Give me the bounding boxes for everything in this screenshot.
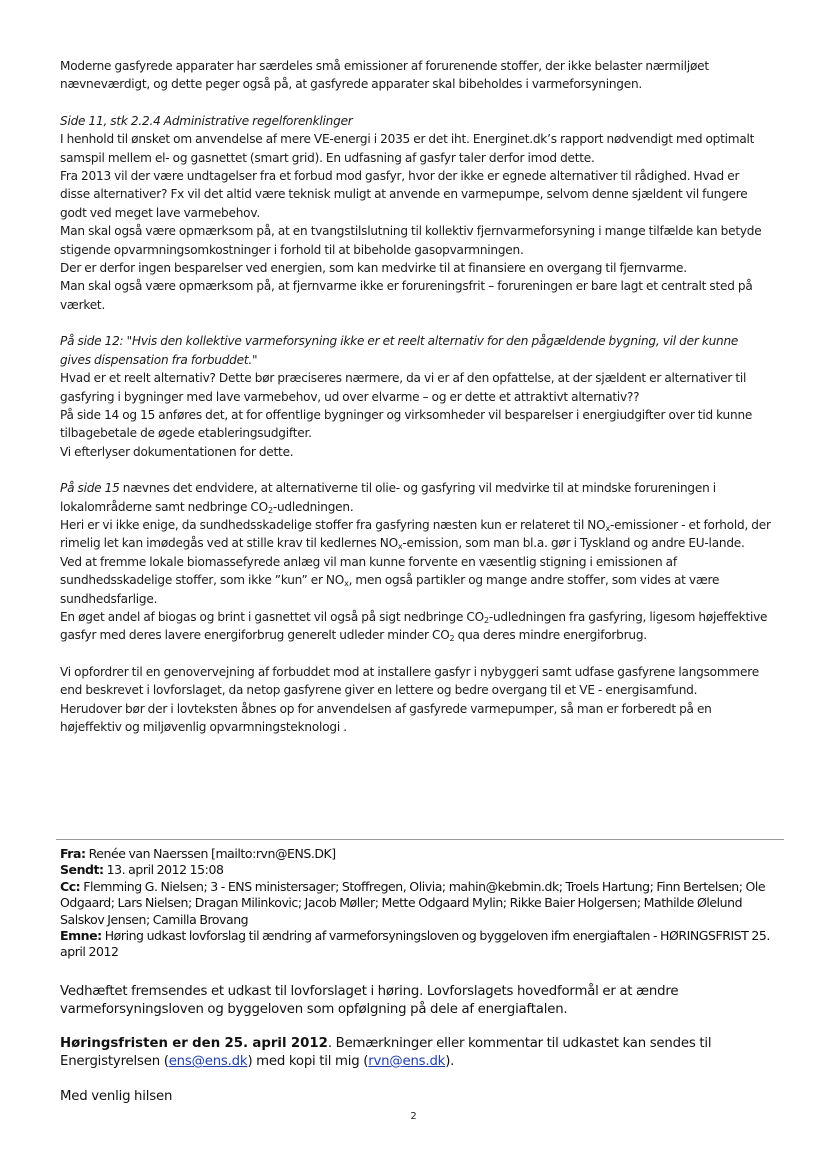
paragraph: I henhold til ønsket om anvendelse af mere VE-energi i 2035 er det iht. Energinet.dk’s rapport nødvendigt med optimalt samspil mellem el- og gasnettet (smart grid). En udfasning af gasfyr taler derfor imod dette. [60, 132, 755, 165]
email-body [60, 983, 775, 1106]
deadline-text: Høringsfristen er den 25. april 2012 [60, 1036, 328, 1051]
paragraph: Vi efterlyser dokumentationen for dette. [60, 444, 294, 459]
section-lead: På side 15 [60, 481, 120, 496]
paragraph: En øget andel af biogas og brint i gasnettet vil også på sigt nedbringe $CO_2$-udledningen fra gasfyring, ligesom højeffektive gasfyr med deres lavere energiforbrug generelt udleder minder $CO_2$ qua deres mindre energiforbrug. [60, 609, 768, 644]
email-separator [56, 839, 784, 840]
email-from: Fra: Renée van Naerssen [mailto:rvn@ENS.DK] [60, 846, 336, 861]
intro-paragraph: Moderne gasfyrede apparater har særdeles små emissioner af forurenende stoffer, der ikke belaster nærmiljøet nævneværdigt, og dette peger også på, at gasfyrede apparater skal bibeholdes i varmeforsyningen. [60, 59, 709, 92]
email-sent: Sendt: 13. april 2012 15:08 [60, 862, 224, 878]
email-body-paragraph: Vedhæftet fremsendes et udkast til lovforslaget i høring. Lovforslagets hovedformål er at ændre varmeforsyningsloven og byggeloven som opfølgning på dele af energiaftalen. [60, 984, 679, 1017]
paragraph: Man skal også være opmærksom på, at en tvangstilslutning til kollektiv fjernvarmeforsyning i mange tilfælde kan betyde stigende opvarmningsomkostninger i forhold til at bibeholde gasopvarmningen. [60, 224, 762, 257]
paragraph: Hvad er et reelt alternativ? Dette bør præciseres nærmere, da vi er af den opfattelse, at der sjældent er alternativer til gasfyring i bygninger med lave varmebehov, ud over elvarme – og er dette et attraktivt alternativ?? [60, 371, 747, 404]
email-deadline-paragraph: Høringsfristen er den 25. april 2012. Bemærkninger eller kommentar til udkastet kan sendes til Energistyrelsen (ens@ens.dk) med kopi til mig (rvn@ens.dk). [60, 1036, 712, 1069]
ens-email-link[interactable]: ens@ens.dk [168, 1054, 248, 1069]
rvn-email-link[interactable]: rvn@ens.dk [368, 1054, 446, 1069]
paragraph: Ved at fremme lokale biomassefyrede anlæg vil man kunne forvente en væsentlig stigning i emissionen af sundhedsskadelige stoffer, som ikke ”kun” er $NO_x$, men også partikler og mange andre stoffer, som vides at være sundhedsfarlige. [60, 554, 720, 606]
email-cc: Cc: Flemming G. Nielsen; 3 - ENS ministersager; Stoffregen, Olivia; mahin@kebmin.dk; Troels Hartung; Finn Bertelsen; Ole Odgaard; Lars Nielsen; Dragan Milinkovic; Jacob Møller; Mette Odgaard Mylin; Rikke Baier Holgersen; Mathilde Ølelund Salskov Jensen; Camilla Brovang [60, 878, 766, 927]
paragraph: Vi opfordrer til en genovervejning af forbuddet mod at installere gasfyr i nybyggeri samt udfase gasfyrene langsommere end beskrevet i lovforslaget, da netop gasfyrene giver en lettere og bedre overgang til et VE - energisamfund. [60, 664, 759, 698]
email-closing: Med venlig hilsen [60, 1089, 173, 1104]
section-dispensation [60, 332, 772, 461]
page-number: 2 [410, 1111, 417, 1122]
paragraph: Herudover bør der i lovteksten åbnes op for anvendelsen af gasfyrede varmepumper, så man er forberedt på en højeffektiv og miljøvenlig opvarmningsteknologi . [60, 701, 712, 734]
section-heading: På side 12: "Hvis den kollektive varmeforsyning ikke er et reelt alternativ for den pågældende bygning, vil der kunne gives dispensation fra forbuddet." [60, 334, 739, 367]
section-emissions [60, 479, 772, 645]
paragraph: Fra 2013 vil der være undtagelser fra et forbud mod gasfyr, hvor der ikke er egnede alternativer til rådighed. Hvad er disse alternativer? Fx vil det altid være teknisk muligt at anvende en varmepumpe, selvom denne sjældent vil fungere godt ved meget lave varmebehov. [60, 169, 748, 220]
paragraph: På side 15 nævnes det endvidere, at alternativerne til olie- og gasfyring vil medvirke til at mindske forureningen i lokalområderne samt nedbringe $CO_2$-udledningen. [60, 481, 716, 515]
section-recommendation [60, 663, 772, 737]
paragraph: Heri er vi ikke enige, da sundhedsskadelige stoffer fra gasfyring næsten kun er relateret til $NO_x$-emissioner - et forhold, der rimelig let kan imødegås ved at stille krav til kedlernes $NO_x$-emission, som man bl.a. gør i Tyskland og andre EU-lande. [60, 517, 771, 552]
section-heading: Side 11, stk 2.2.4 Administrative regelforenklinger [60, 113, 353, 128]
letter-body [60, 57, 772, 736]
paragraph: Man skal også være opmærksom på, at fjernvarme ikke er forureningsfrit – forureningen er bare lagt et centralt sted på værket. [60, 279, 753, 312]
email-header [60, 846, 775, 961]
section-administrative [60, 112, 772, 314]
email-subject: Emne: Høring udkast lovforslag til ændring af varmeforsyningsloven og byggeloven ifm energiaftalen - HØRINGSFRIST 25. april 2012 [60, 928, 770, 960]
paragraph: På side 14 og 15 anføres det, at for offentlige bygninger og virksomheder vil besparelser i energiudgifter over tid kunne tilbagebetale de øgede etableringsudgifter. [60, 407, 753, 441]
paragraph: Der er derfor ingen besparelser ved energien, som kan medvirke til at finansiere en overgang til fjernvarme. [60, 261, 687, 276]
